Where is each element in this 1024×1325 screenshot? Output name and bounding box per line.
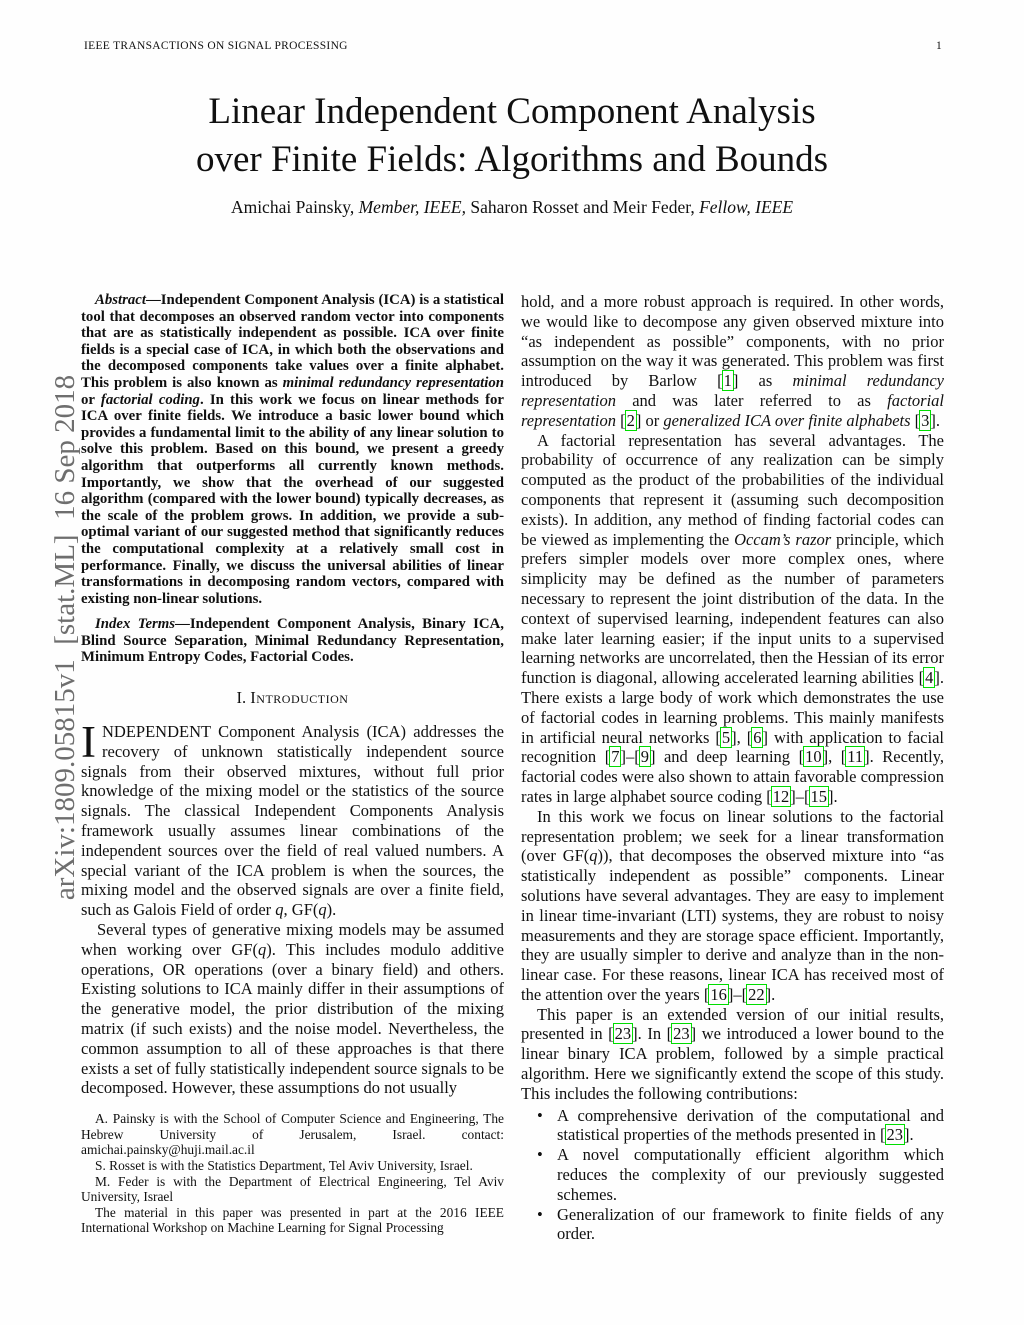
left-column xyxy=(81,292,504,1244)
arxiv-watermark-label: arXiv:1809.05815v1 [stat.ML] 16 Sep 2018 xyxy=(49,374,81,901)
section-title: Introduction xyxy=(250,688,349,708)
intro-paragraph-text: NDEPENDENT Component Analysis (ICA) addresses the recovery of unknown statistically independent source signals from their observed mixtures, without full prior knowledge of the mixing model or the statistics of the source signals. The classical Independent Components Analysis framework usually assumes linear combinations of the independent sources over the field of real valued numbers. A special variant of the ICA problem is when the sources, the mixing model and the observed signals are over a finite field, such as Galois Field of order q, GF(q). xyxy=(81,722,504,920)
footnote-affiliation-rosset: S. Rosset is with the Statistics Department, Tel Aviv University, Israel. xyxy=(95,1157,473,1173)
author-line: Amichai Painsky, Member, IEEE, Saharon Rosset and Meir Feder, Fellow, IEEE xyxy=(230,197,794,217)
contribution-list xyxy=(521,1106,944,1245)
right-column xyxy=(521,292,944,1244)
citation-link[interactable]: 1 xyxy=(723,371,732,391)
citation-link[interactable]: 22 xyxy=(748,984,765,1004)
body-paragraph: This paper is an extended version of our initial results, presented in [23]. In [23] we introduced a lower bound to the linear binary ICA problem, followed by a simple practical algorithm. Here we significantly extend the scope of this study. This includes the following contributions: xyxy=(521,1004,944,1103)
body-paragraph: hold, and a more robust approach is required. In other words, we would like to decompose any given observed mixture into “as independent as possible” components, with no prior assumption on the way it was generated. This problem was first introduced by Barlow [1] as minimal redundancy representation and was later referred to as factorial representation [2] or generalized ICA over finite alphabets [3]. xyxy=(521,292,944,430)
journal-name: IEEE TRANSACTIONS ON SIGNAL PROCESSING xyxy=(84,40,348,52)
paper-title-line2: over Finite Fields: Algorithms and Bounds xyxy=(195,139,829,180)
drop-cap: I xyxy=(81,717,96,768)
citation-link[interactable]: 16 xyxy=(710,984,727,1004)
body-paragraph: A factorial representation has several advantages. The probability of occurrence of any realization can be simply computed as the product of the probabilities of the individual components that represent it (assuming such decomposition exists). In addition, any method of finding factorial codes can be viewed as implementing the Occam’s razor principle, which prefers simpler models over more complex ones, where simplicity may be defined as the number of parameters necessary to represent the joint distribution of the data. In the context of supervised learning, independent features can also make later learning easier; if the input units to a supervised learning networks are uncorrelated, then the Hessian of its error function is diagonal, allowing accelerated learning abilities [4]. There exists a large body of work which demonstrates the use of factorial codes in learning problems. This mainly manifests in artificial neural networks [5], [6] with application to facial recognition [7]–[9] and deep learning [10], [11]. Recently, factorial codes were also shown to attain favorable compression rates in large alphabet source coding [12]–[15]. xyxy=(521,430,945,806)
intro-paragraph xyxy=(81,717,504,920)
list-item: • A novel computationally efficient algorithm which reduces the complexity of our previously suggested schemes. xyxy=(521,1145,944,1204)
index-terms-paragraph: Index Terms—Independent Component Analysis, Binary ICA, Blind Source Separation, Minimal Redundancy Representation, Minimum Entropy Codes, Factorial Codes. xyxy=(81,616,504,666)
citation-link[interactable]: 5 xyxy=(721,727,731,747)
citation-link[interactable]: 23 xyxy=(673,1024,690,1044)
list-item: • Generalization of our framework to finite fields of any order. xyxy=(521,1205,944,1245)
footnote-affiliation-painsky: A. Painsky is with the School of Computer Science and Engineering, The Hebrew University of Jerusalem, Israel. contact: amichai.painsky@huji.mail.ac.il xyxy=(81,1111,504,1158)
citation-link[interactable]: 11 xyxy=(847,747,864,767)
footnote-presentation-note: The material in this paper was presented in part at the 2016 IEEE International Workshop on Machine Learning for Signal Processing xyxy=(81,1204,504,1236)
abstract-paragraph: Abstract—Independent Component Analysis (ICA) is a statistical tool that decomposes an observed random vector into components that are as statistically independent as possible. ICA over finite fields is a special case of ICA, in which both the observations and the decomposed components take values over a finite alphabet. This problem is also known as minimal redundancy representation or factorial coding. In this work we focus on linear methods for ICA over finite fields. We introduce a basic lower bound which provides a fundamental limit to the ability of any linear solution to solve this problem. Based on this bound, we present a greedy algorithm that outperforms all currently known methods. Importantly, we show that the overhead of our suggested algorithm (compared with the lower bound) typically decreases, as the scale of the problem grows. In addition, we provide a sub-optimal variant of our suggested method that significantly reduces the computational complexity at a relatively small cost in performance. Finally, we discuss the universal abilities of linear transformations in decomposing random vectors, compared with existing non-linear solutions. xyxy=(81,292,504,607)
page-number: 1 xyxy=(935,40,942,52)
body-paragraph: Several types of generative mixing models may be assumed when working over GF(q). This includes modulo additive operations, OR operations (over a binary field) and others. Existing solutions to ICA mainly differ in their assumptions of the generative model, the prior distribution of the mixing matrix (if such exists) and the noise model. Nevertheless, the common assumption to all of these approaches is that there exists a set of fully statistically independent source signals to be decomposed. However, these assumptions do not usually xyxy=(81,920,505,1098)
citation-link[interactable]: 7 xyxy=(611,747,620,767)
arxiv-watermark xyxy=(16,341,81,963)
section-heading-introduction xyxy=(81,688,504,708)
citation-link[interactable]: 3 xyxy=(921,410,930,430)
citation-link[interactable]: 4 xyxy=(925,668,934,688)
list-item: • A comprehensive derivation of the computational and statistical properties of the methods presented in [23]. xyxy=(521,1106,944,1146)
citation-link[interactable]: 9 xyxy=(640,747,649,767)
citation-link[interactable]: 23 xyxy=(886,1125,904,1145)
running-header xyxy=(84,40,942,52)
body-paragraph: In this work we focus on linear solutions to the factorial representation problem; we seek for a linear transformation (over GF(q)), that decomposes the observed mixture into “as statistically independent as possible” components. Linear solutions have several advantages. They are easy to implement in linear time-invariant (LTI) systems, they are robust to noisy measurements and they are storage space efficient. Importantly, they are usually simpler to derive and analyze than in the non-linear case. For these reasons, linear ICA has received most of the attention over the years [16]–[22]. xyxy=(521,806,945,1004)
paper-title-line1: Linear Independent Component Analysis xyxy=(208,91,816,132)
two-column-body xyxy=(81,292,944,1244)
citation-link[interactable]: 12 xyxy=(772,786,790,806)
citation-link[interactable]: 15 xyxy=(810,786,828,806)
paper-title xyxy=(0,88,1024,184)
footnote-affiliation-feder: M. Feder is with the Department of Electrical Engineering, Tel Aviv University, Israel xyxy=(81,1173,504,1205)
citation-link[interactable]: 2 xyxy=(626,410,635,430)
footnotes-block xyxy=(81,1111,504,1236)
citation-link[interactable]: 10 xyxy=(805,747,822,767)
citation-link[interactable]: 23 xyxy=(614,1024,632,1044)
section-numeral: I. xyxy=(236,688,247,708)
citation-link[interactable]: 6 xyxy=(753,727,762,747)
